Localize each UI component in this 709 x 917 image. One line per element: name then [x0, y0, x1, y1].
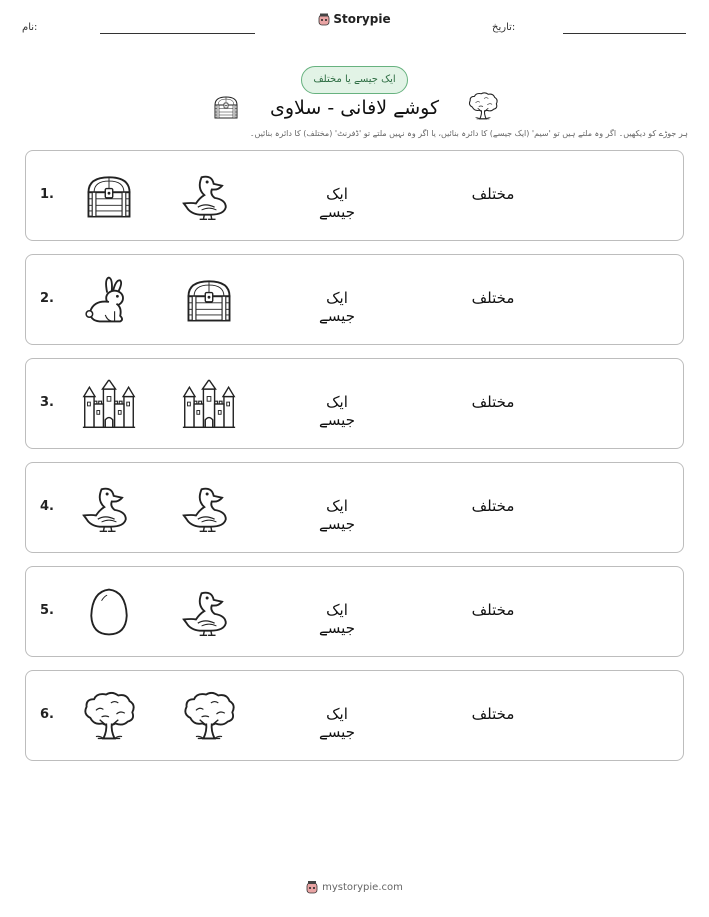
tree-icon — [181, 690, 237, 742]
exercise-row-3 — [25, 358, 684, 449]
name-label: نام: — [22, 22, 38, 33]
row-number: 3. — [40, 395, 54, 410]
row-number: 1. — [40, 187, 54, 202]
same-option[interactable]: ایک جیسے — [319, 185, 355, 221]
duck-icon — [81, 482, 137, 534]
same-option[interactable]: ایک جیسے — [319, 497, 355, 533]
egg-icon — [81, 586, 137, 638]
exercise-row-6 — [25, 670, 684, 761]
same-option[interactable]: ایک جیسے — [319, 601, 355, 637]
duck-icon — [181, 170, 237, 222]
rabbit-icon — [81, 274, 137, 326]
exercise-row-2 — [25, 254, 684, 345]
exercise-row-5 — [25, 566, 684, 657]
worksheet-tag: ایک جیسے یا مختلف — [301, 66, 408, 94]
tree-icon — [467, 92, 499, 120]
same-option[interactable]: ایک جیسے — [319, 289, 355, 325]
different-option[interactable]: مختلف — [471, 497, 515, 515]
row-number: 2. — [40, 291, 54, 306]
brand-name: Storypie — [333, 12, 391, 26]
castle-icon — [81, 378, 137, 430]
same-option[interactable]: ایک جیسے — [319, 705, 355, 741]
different-option[interactable]: مختلف — [471, 393, 515, 411]
duck-icon — [181, 482, 237, 534]
different-option[interactable]: مختلف — [471, 705, 515, 723]
row-number: 4. — [40, 499, 54, 514]
different-option[interactable]: مختلف — [471, 185, 515, 203]
row-number: 6. — [40, 707, 54, 722]
castle-icon — [181, 378, 237, 430]
tree-icon — [81, 690, 137, 742]
date-label: تاریخ: — [492, 22, 516, 33]
storypie-mascot-icon — [318, 13, 330, 25]
treasure-chest-icon — [181, 274, 237, 326]
footer — [0, 880, 709, 893]
exercise-row-4 — [25, 462, 684, 553]
row-number: 5. — [40, 603, 54, 618]
brand-logo — [0, 12, 709, 26]
storypie-mascot-icon — [306, 880, 318, 893]
duck-icon — [181, 586, 237, 638]
treasure-chest-icon — [81, 170, 137, 222]
exercise-row-1 — [25, 150, 684, 241]
footer-url[interactable]: mystorypie.com — [322, 882, 403, 893]
name-write-line[interactable] — [100, 33, 255, 34]
different-option[interactable]: مختلف — [471, 601, 515, 619]
date-write-line[interactable] — [563, 33, 686, 34]
same-option[interactable]: ایک جیسے — [319, 393, 355, 429]
worksheet-title: کوشے لافانی - سلاوی — [269, 97, 440, 119]
different-option[interactable]: مختلف — [471, 289, 515, 307]
instructions: ہر جوڑے کو دیکھیں۔ اگر وہ ملتے ہیں تو 'سیم' (ایک جیسے) کا دائرہ بنائیں، یا اگر وہ نہیں ملتے تو 'ڈفرنٹ' (مختلف) کا دائرہ بنائیں۔ — [249, 129, 688, 138]
